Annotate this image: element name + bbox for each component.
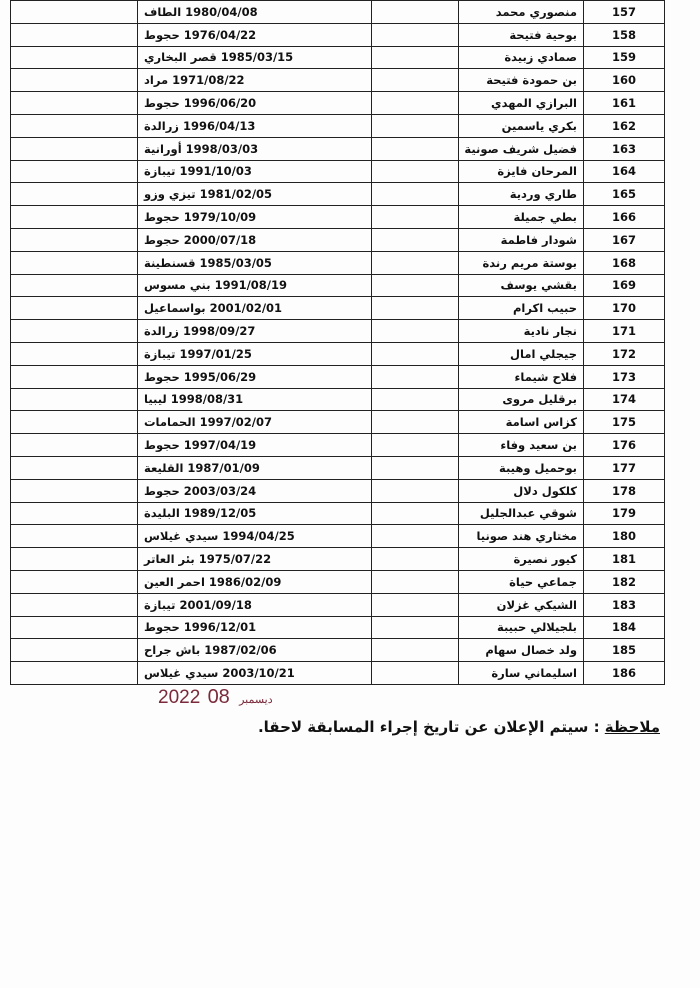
row-spacer (372, 1, 459, 24)
row-spacer (372, 206, 459, 229)
candidate-name: بن سعيد وفاء (459, 434, 584, 457)
row-margin (11, 46, 138, 69)
table-row (11, 183, 665, 206)
row-spacer (372, 411, 459, 434)
row-margin (11, 206, 138, 229)
row-margin (11, 92, 138, 115)
candidate-name: البرازي المهدي (459, 92, 584, 115)
candidates-table-body (11, 1, 665, 685)
row-number: 177 (584, 456, 665, 479)
candidate-name: بوحية فتيحة (459, 23, 584, 46)
table-row (11, 251, 665, 274)
candidate-name: المرحان فايزة (459, 160, 584, 183)
row-number: 163 (584, 137, 665, 160)
table-row (11, 114, 665, 137)
candidate-name: برقليل مروى (459, 388, 584, 411)
birth-date-place: 1985/03/05 قسنطينة (138, 251, 372, 274)
footnote-label: ملاحظة (604, 718, 660, 736)
table-row (11, 456, 665, 479)
table-row (11, 69, 665, 92)
table-row (11, 137, 665, 160)
birth-date-place: 1979/10/09 حجوط (138, 206, 372, 229)
birth-date-place: 1991/08/19 بني مسوس (138, 274, 372, 297)
row-margin (11, 137, 138, 160)
candidate-name: طاري وردية (459, 183, 584, 206)
row-spacer (372, 479, 459, 502)
row-number: 180 (584, 525, 665, 548)
row-number: 159 (584, 46, 665, 69)
candidate-name: بكري ياسمين (459, 114, 584, 137)
row-margin (11, 662, 138, 685)
table-row (11, 593, 665, 616)
row-spacer (372, 570, 459, 593)
row-spacer (372, 297, 459, 320)
table-row (11, 1, 665, 24)
candidate-name: بطي جميلة (459, 206, 584, 229)
candidate-name: كيور نصيرة (459, 548, 584, 571)
row-spacer (372, 160, 459, 183)
candidate-name: الشيكي غزلان (459, 593, 584, 616)
row-margin (11, 69, 138, 92)
birth-date-place: 1985/03/15 قصر البخاري (138, 46, 372, 69)
row-number: 169 (584, 274, 665, 297)
row-margin (11, 114, 138, 137)
row-margin (11, 297, 138, 320)
row-spacer (372, 525, 459, 548)
row-margin (11, 1, 138, 24)
table-row (11, 274, 665, 297)
row-spacer (372, 502, 459, 525)
stamp-month: ديسمبر (239, 694, 273, 706)
row-margin (11, 342, 138, 365)
row-number: 179 (584, 502, 665, 525)
candidates-table (10, 0, 665, 685)
candidate-name: جيجلي امال (459, 342, 584, 365)
row-number: 165 (584, 183, 665, 206)
table-row (11, 365, 665, 388)
table-row (11, 92, 665, 115)
table-row (11, 46, 665, 69)
row-margin (11, 639, 138, 662)
row-number: 184 (584, 616, 665, 639)
row-number: 168 (584, 251, 665, 274)
candidate-name: كزاس اسامة (459, 411, 584, 434)
row-margin (11, 23, 138, 46)
row-margin (11, 365, 138, 388)
row-margin (11, 616, 138, 639)
row-spacer (372, 92, 459, 115)
row-spacer (372, 388, 459, 411)
table-row (11, 525, 665, 548)
row-margin (11, 593, 138, 616)
candidate-name: فضيل شريف صونية (459, 137, 584, 160)
birth-date-place: 2000/07/18 حجوط (138, 228, 372, 251)
row-spacer (372, 616, 459, 639)
row-number: 186 (584, 662, 665, 685)
row-spacer (372, 183, 459, 206)
row-spacer (372, 639, 459, 662)
table-row (11, 411, 665, 434)
row-number: 171 (584, 320, 665, 343)
candidate-name: حبيب اكرام (459, 297, 584, 320)
table-row (11, 502, 665, 525)
row-spacer (372, 593, 459, 616)
table-row (11, 662, 665, 685)
row-spacer (372, 365, 459, 388)
row-margin (11, 251, 138, 274)
row-margin (11, 548, 138, 571)
row-margin (11, 456, 138, 479)
birth-date-place: 2003/10/21 سيدي غيلاس (138, 662, 372, 685)
row-number: 170 (584, 297, 665, 320)
row-number: 166 (584, 206, 665, 229)
candidate-name: اسليماني سارة (459, 662, 584, 685)
candidate-name: بلجيلالي حبيبة (459, 616, 584, 639)
row-number: 181 (584, 548, 665, 571)
table-row (11, 342, 665, 365)
birth-date-place: 1991/10/03 تيبازة (138, 160, 372, 183)
row-margin (11, 228, 138, 251)
row-margin (11, 434, 138, 457)
table-row (11, 160, 665, 183)
row-number: 183 (584, 593, 665, 616)
row-number: 174 (584, 388, 665, 411)
birth-date-place: 1996/04/13 زرالدة (138, 114, 372, 137)
birth-date-place: 1975/07/22 بئر العاتر (138, 548, 372, 571)
row-margin (11, 479, 138, 502)
birth-date-place: 2001/02/01 بواسماعيل (138, 297, 372, 320)
birth-date-place: 1997/02/07 الحمامات (138, 411, 372, 434)
row-margin (11, 183, 138, 206)
row-number: 158 (584, 23, 665, 46)
table-row (11, 320, 665, 343)
row-margin (11, 388, 138, 411)
row-number: 173 (584, 365, 665, 388)
row-number: 176 (584, 434, 665, 457)
table-row (11, 434, 665, 457)
row-spacer (372, 320, 459, 343)
row-number: 185 (584, 639, 665, 662)
birth-date-place: 1987/02/06 باش جراح (138, 639, 372, 662)
row-margin (11, 570, 138, 593)
birth-date-place: 1981/02/05 تيزي وزو (138, 183, 372, 206)
row-spacer (372, 23, 459, 46)
row-spacer (372, 548, 459, 571)
candidate-name: فلاح شيماء (459, 365, 584, 388)
row-number: 172 (584, 342, 665, 365)
birth-date-place: 1986/02/09 احمر العين (138, 570, 372, 593)
row-spacer (372, 662, 459, 685)
table-row (11, 639, 665, 662)
candidate-name: منصوري محمد (459, 1, 584, 24)
row-margin (11, 411, 138, 434)
row-number: 161 (584, 92, 665, 115)
candidate-name: ولد خصال سهام (459, 639, 584, 662)
row-spacer (372, 456, 459, 479)
birth-date-place: 1989/12/05 البليدة (138, 502, 372, 525)
candidate-name: مختاري هند صونيا (459, 525, 584, 548)
row-margin (11, 525, 138, 548)
candidate-name: بن حمودة فتيحة (459, 69, 584, 92)
birth-date-place: 1997/01/25 تيبازة (138, 342, 372, 365)
birth-date-place: 1995/06/29 حجوط (138, 365, 372, 388)
candidate-name: بوستة مريم رندة (459, 251, 584, 274)
stamp-year: 2022 (158, 687, 201, 708)
birth-date-place: 1997/04/19 حجوط (138, 434, 372, 457)
row-number: 182 (584, 570, 665, 593)
table-row (11, 479, 665, 502)
row-number: 164 (584, 160, 665, 183)
birth-date-place: 1996/12/01 حجوط (138, 616, 372, 639)
table-row (11, 228, 665, 251)
row-margin (11, 274, 138, 297)
row-spacer (372, 251, 459, 274)
birth-date-place: 2001/09/18 تيبازة (138, 593, 372, 616)
row-spacer (372, 46, 459, 69)
candidate-name: شوقي عبدالجليل (459, 502, 584, 525)
row-number: 167 (584, 228, 665, 251)
row-number: 157 (584, 1, 665, 24)
stamp-day: 08 (207, 686, 230, 708)
candidate-name: كلكول دلال (459, 479, 584, 502)
row-number: 178 (584, 479, 665, 502)
candidate-name: نجار نادية (459, 320, 584, 343)
table-row (11, 616, 665, 639)
birth-date-place: 1998/09/27 زرالدة (138, 320, 372, 343)
table-row (11, 570, 665, 593)
row-spacer (372, 228, 459, 251)
footnote-text: : سيتم الإعلان عن تاريخ إجراء المسابقة لاحقا. (257, 718, 605, 736)
birth-date-place: 2003/03/24 حجوط (138, 479, 372, 502)
table-row (11, 206, 665, 229)
row-number: 162 (584, 114, 665, 137)
row-spacer (372, 69, 459, 92)
row-number: 175 (584, 411, 665, 434)
birth-date-place: 1998/03/03 أورانية (138, 137, 372, 160)
row-margin (11, 502, 138, 525)
birth-date-place: 1996/06/20 حجوط (138, 92, 372, 115)
row-number: 160 (584, 69, 665, 92)
birth-date-place: 1980/04/08 الطاف (138, 1, 372, 24)
birth-date-place: 1987/01/09 القليعة (138, 456, 372, 479)
candidate-name: بوحميل وهيبة (459, 456, 584, 479)
birth-date-place: 1994/04/25 سيدي غيلاس (138, 525, 372, 548)
table-row (11, 23, 665, 46)
row-margin (11, 160, 138, 183)
birth-date-place: 1998/08/31 ليبيا (138, 388, 372, 411)
table-row (11, 548, 665, 571)
table-row (11, 297, 665, 320)
row-spacer (372, 137, 459, 160)
row-spacer (372, 434, 459, 457)
birth-date-place: 1971/08/22 مراد (138, 69, 372, 92)
footnote (258, 718, 660, 736)
candidate-name: شودار فاطمة (459, 228, 584, 251)
row-margin (11, 320, 138, 343)
table-row (11, 388, 665, 411)
date-stamp (158, 686, 277, 709)
candidate-name: صمادي زبيدة (459, 46, 584, 69)
candidate-name: بقشي يوسف (459, 274, 584, 297)
birth-date-place: 1976/04/22 حجوط (138, 23, 372, 46)
row-spacer (372, 342, 459, 365)
row-spacer (372, 114, 459, 137)
candidate-name: جماعي حياة (459, 570, 584, 593)
row-spacer (372, 274, 459, 297)
